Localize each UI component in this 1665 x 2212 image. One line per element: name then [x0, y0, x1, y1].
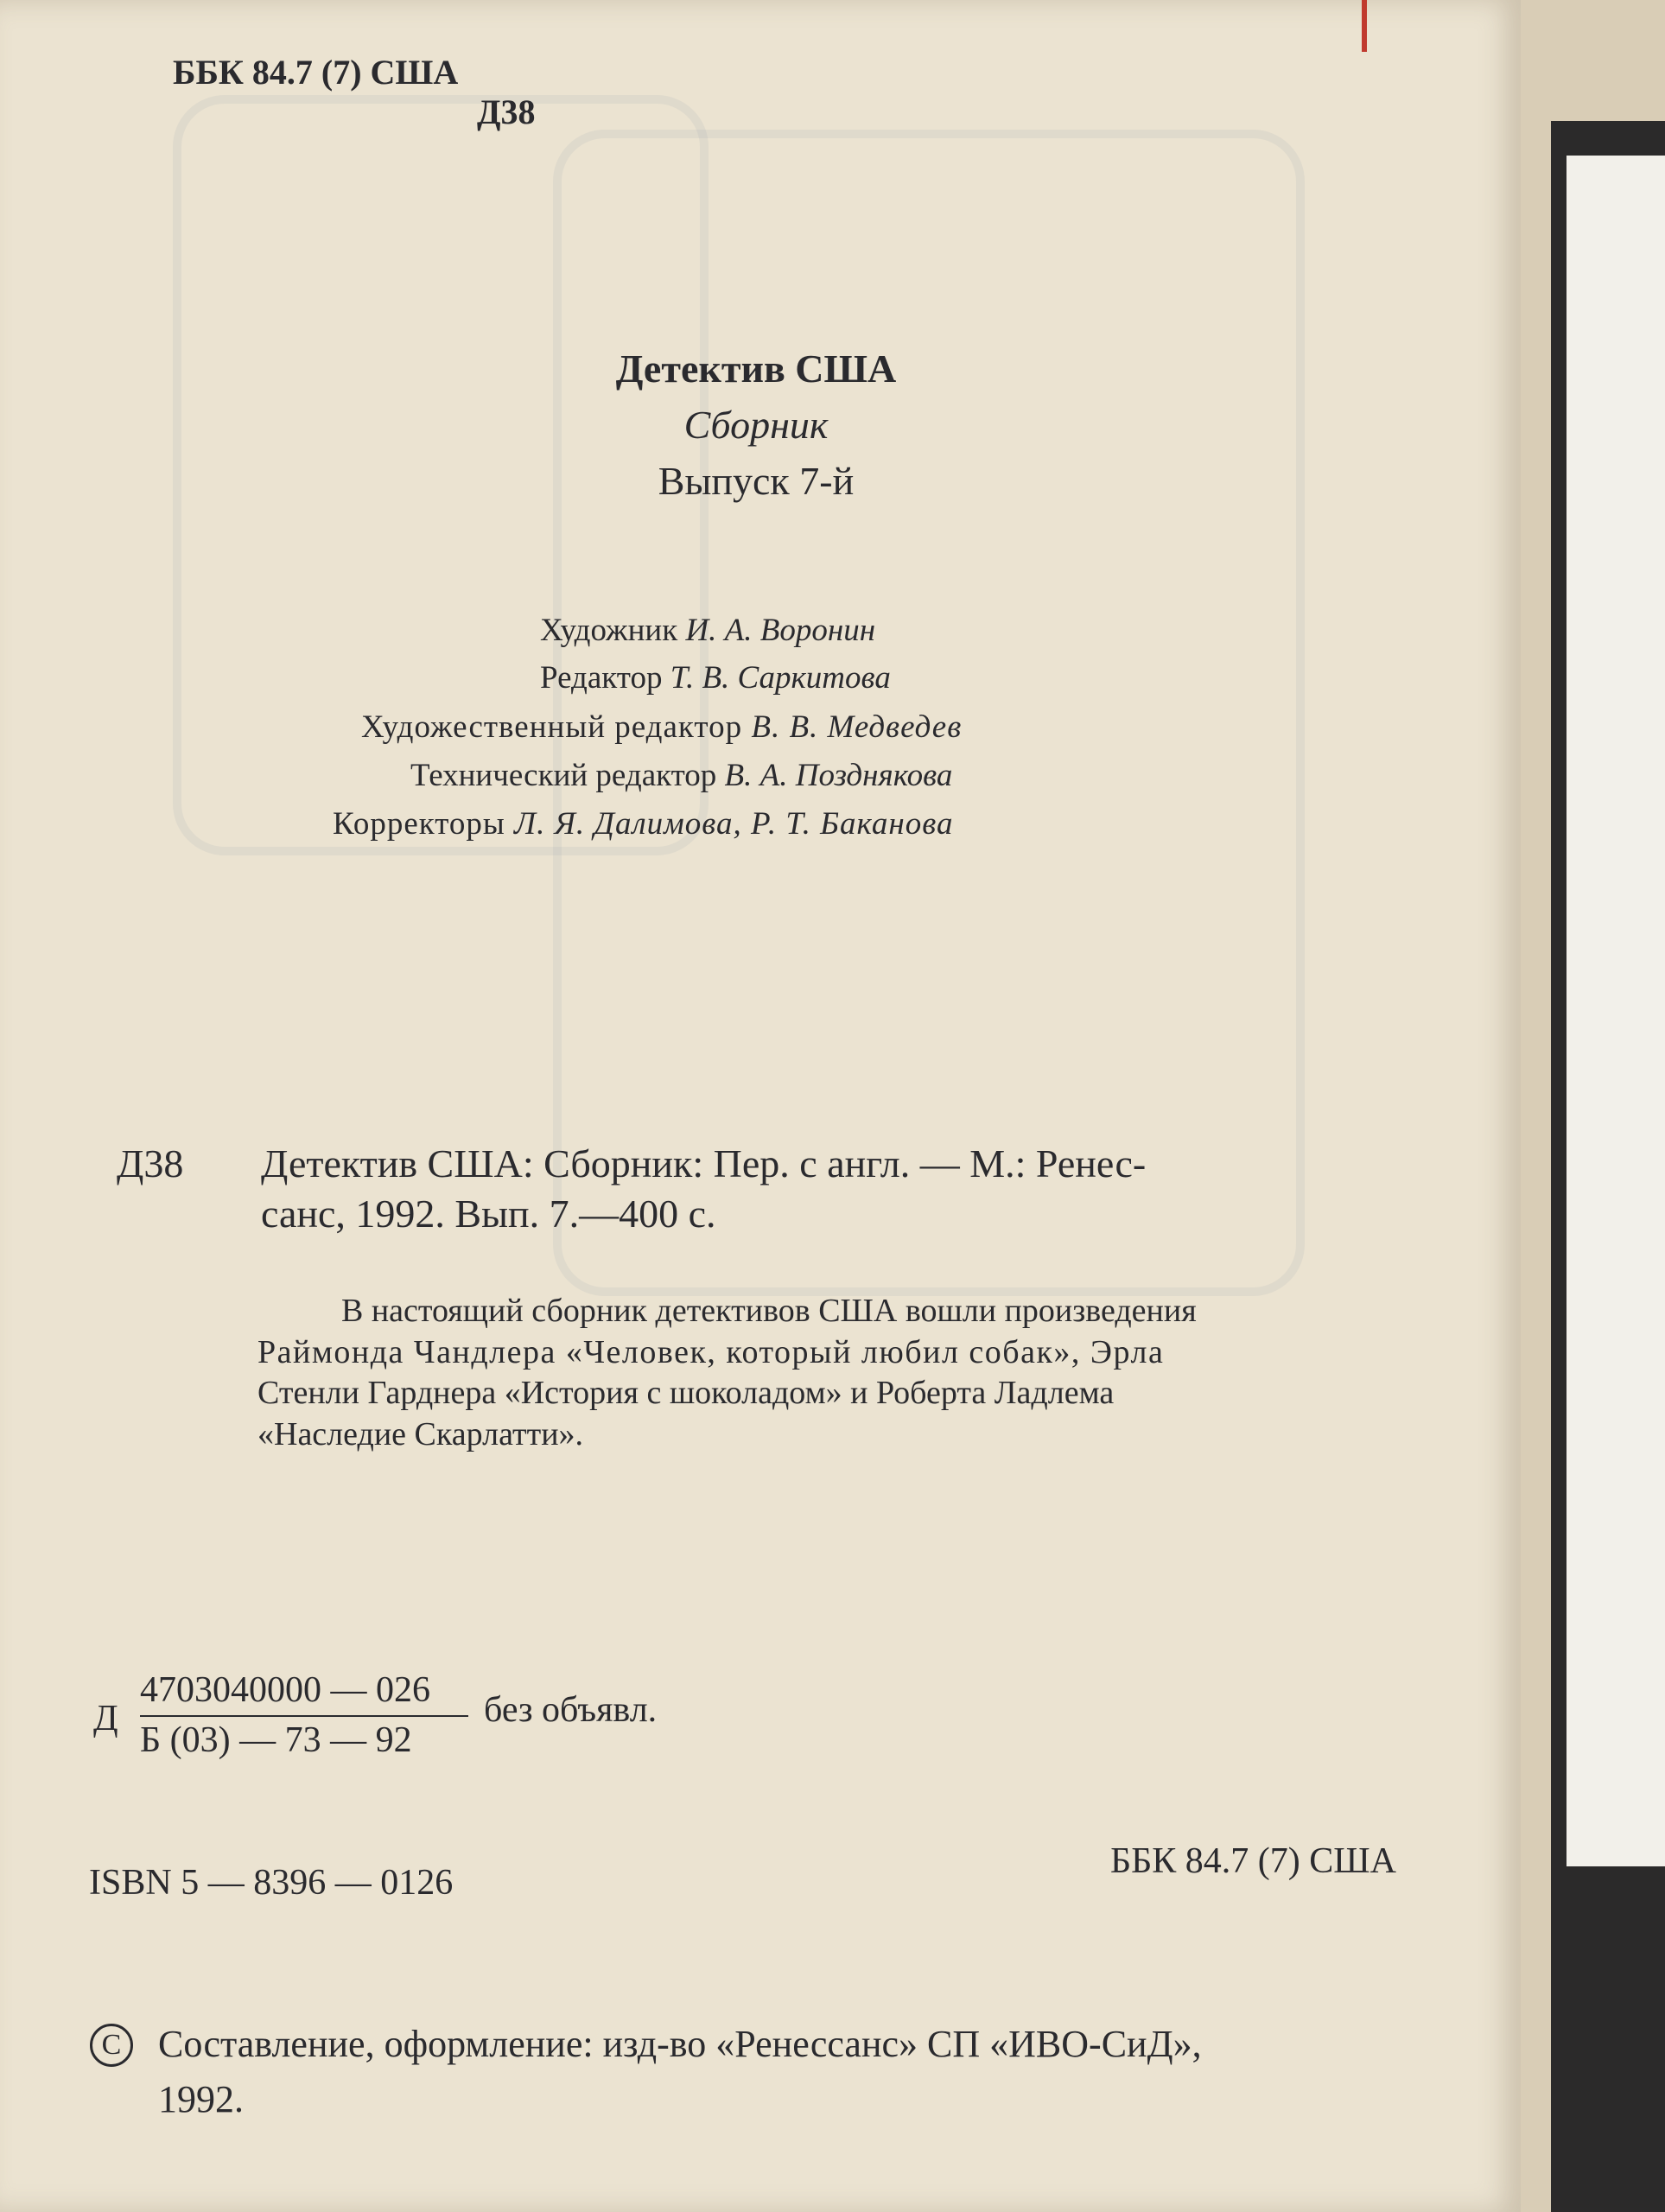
book-title: Детектив США: [615, 346, 897, 391]
annotation-line: Раймонда Чандлера «Человек, который любил собак», Эрла: [257, 1334, 1165, 1370]
credit-role: Художественный редактор: [361, 709, 743, 745]
copyright-line-1: Составление, оформление: изд-во «Ренессанс» СП «ИВО-СиД»,: [158, 2023, 1202, 2065]
credit-line: [540, 659, 891, 696]
credit-name: Т. В. Саркитова: [670, 660, 891, 696]
catalog-line-2: санс, 1992. Вып. 7.—400 с.: [261, 1192, 716, 1236]
book-subtitle: Сборник: [683, 403, 829, 447]
fraction-bar: [140, 1715, 468, 1717]
credit-line: [540, 612, 875, 649]
adjacent-book-cover: [1551, 121, 1665, 2212]
annotation-line: «Наследие Скарлатти».: [257, 1416, 584, 1452]
credit-name: И. А. Воронин: [685, 613, 876, 648]
bbk-footer: ББК 84.7 (7) США: [1110, 1841, 1396, 1881]
bbk-header: ББК 84.7 (7) США: [173, 53, 459, 92]
credit-line: [361, 709, 962, 746]
index-denominator: Б (03) — 73 — 92: [140, 1720, 412, 1760]
index-numerator: 4703040000 — 026: [140, 1670, 430, 1710]
issue-number: Выпуск 7-й: [658, 459, 855, 503]
index-note: без объявл.: [484, 1690, 658, 1730]
isbn: ISBN 5 — 8396 — 0126: [89, 1863, 454, 1903]
copyright-icon: C: [90, 2024, 133, 2067]
credit-name: В. В. Медведев: [751, 709, 963, 745]
credit-line: [333, 805, 954, 842]
credit-name: В. А. Позднякова: [724, 758, 953, 793]
red-cover-edge: [1362, 0, 1367, 52]
code-header: Д38: [477, 92, 536, 131]
credit-name: Л. Я. Далимова, Р. Т. Баканова: [514, 806, 954, 842]
copyright-line-2: 1992.: [158, 2078, 244, 2120]
annotation-line: В настоящий сборник детективов США вошли произведения: [341, 1293, 1197, 1329]
credit-role: Редактор: [540, 660, 663, 696]
catalog-line-1: Детектив США: Сборник: Пер. с англ. — М.: Ренес-: [261, 1141, 1147, 1185]
catalog-code: Д38: [117, 1141, 184, 1185]
index-letter: Д: [93, 1699, 118, 1738]
credit-role: Художник: [540, 613, 678, 648]
credit-line: [410, 757, 952, 794]
credit-role: Корректоры: [333, 806, 505, 842]
credit-role: Технический редактор: [410, 758, 717, 793]
annotation-line: Стенли Гарднера «История с шоколадом» и Роберта Ладлема: [257, 1375, 1115, 1411]
